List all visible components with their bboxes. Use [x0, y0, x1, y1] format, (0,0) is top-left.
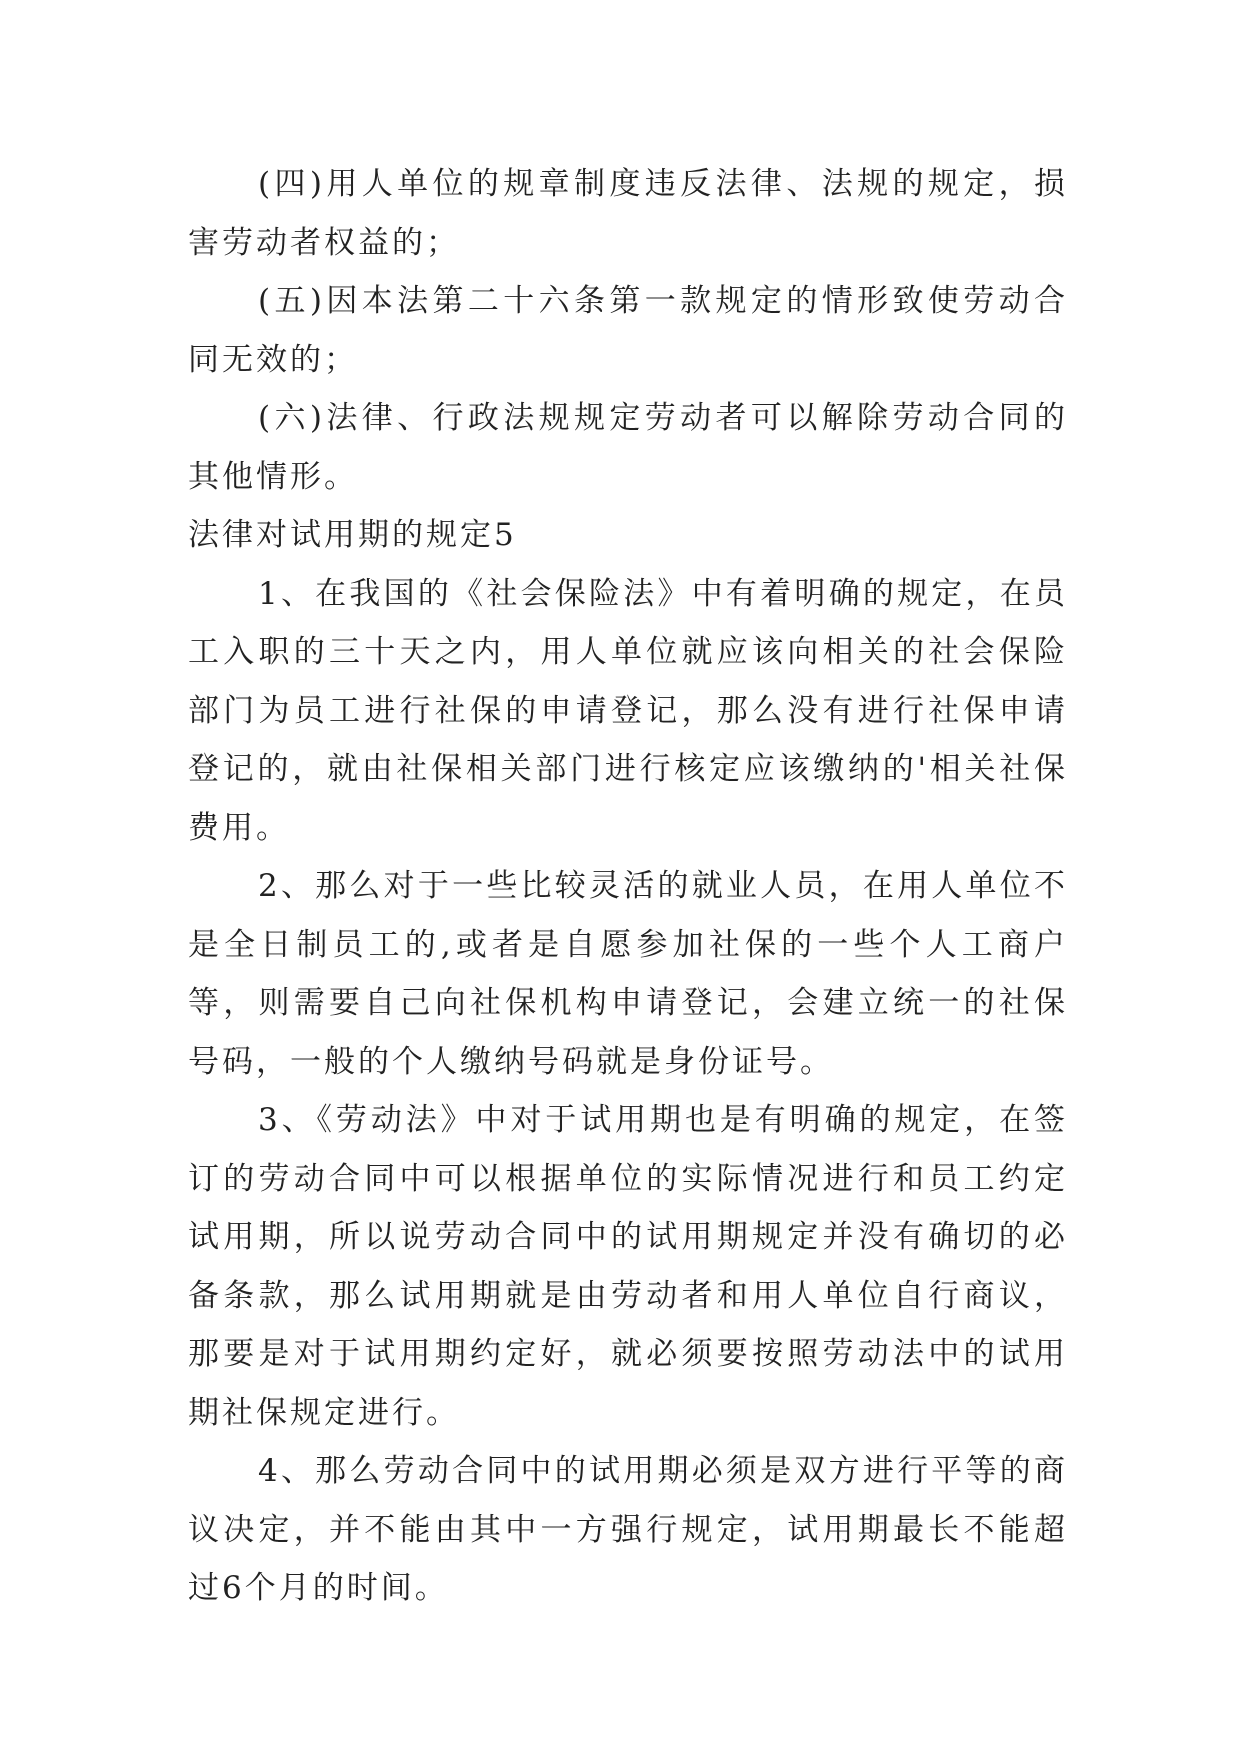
paragraph-clause-6: (六)法律、行政法规规定劳动者可以解除劳动合同的其他情形。 [188, 400, 1068, 495]
section-heading: 法律对试用期的规定5 [188, 517, 517, 553]
paragraph-item-3: 3、《劳动法》中对于试用期也是有明确的规定，在签订的劳动合同中可以根据单位的实际情况进行和员工约定试用期，所以说劳动合同中的试用期规定并没有确切的必备条款，那么试用期就是由劳动者和用人单位自行商议，那要是对于试用期约定好，就必须要按照劳动法中的试用期社保规定进行。 [188, 1102, 1068, 1431]
paragraph-clause-5: (五)因本法第二十六条第一款规定的情形致使劳动合同无效的； [188, 283, 1068, 378]
paragraph-item-2: 2、那么对于一些比较灵活的就业人员，在用人单位不是全日制员工的,或者是自愿参加社保的一些个人工商户等，则需要自己向社保机构申请登记，会建立统一的社保号码，一般的个人缴纳号码就是身份证号。 [188, 868, 1068, 1080]
paragraph-item-4: 4、那么劳动合同中的试用期必须是双方进行平等的商议决定，并不能由其中一方强行规定，试用期最长不能超过6个月的时间。 [188, 1453, 1068, 1606]
paragraph-clause-4: (四)用人单位的规章制度违反法律、法规的规定，损害劳动者权益的； [188, 166, 1068, 261]
document-body [188, 155, 1068, 1618]
paragraph-item-1: 1、在我国的《社会保险法》中有着明确的规定，在员工入职的三十天之内，用人单位就应该向相关的社会保险部门为员工进行社保的申请登记，那么没有进行社保申请登记的，就由社保相关部门进行核定应该缴纳的'相关社保费用。 [188, 575, 1068, 846]
